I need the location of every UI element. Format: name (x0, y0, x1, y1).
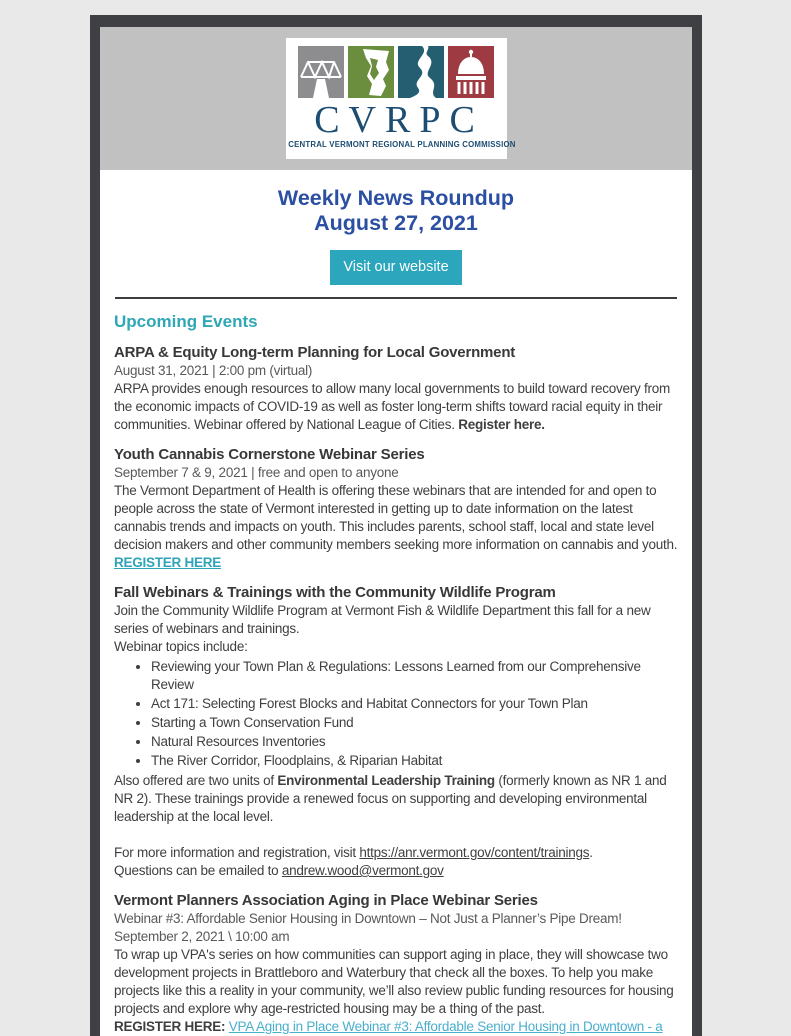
event-youth-cannabis (114, 446, 678, 572)
list-item: • The River Corridor, Floodplains, & Riparian Habitat (151, 752, 656, 770)
event-meta: September 7 & 9, 2021 | free and open to anyone (114, 465, 399, 480)
newsletter-title-line1: Weekly News Roundup (277, 186, 515, 210)
vermont-state-icon (348, 46, 394, 98)
event-description: To wrap up VPA's series on how communities can support aging in place, they will showcase two development projects in Brattleboro and Waterbury that check all the boxes. To help you make projects like this a reality in your community, we’ll also review public funding resources for housing projects and explore why age-restricted housing may be a thing of the past. (114, 947, 674, 1016)
river-icon (398, 46, 444, 98)
event-description-text: ARPA provides enough resources to allow many local governments to build toward recovery from the economic impacts of COVID-19 as well as foster long-term shifts toward racial equity in their communities. Webinar offered by National League of Cities. (114, 381, 671, 432)
newsletter-date: August 27, 2021 (314, 211, 478, 235)
register-here-link[interactable]: Register here. (458, 417, 545, 432)
trainings-url-link[interactable]: https://anr.vermont.gov/content/trainings (359, 845, 590, 860)
register-line (114, 1018, 678, 1036)
email-container (90, 15, 702, 1036)
newsletter-title (114, 186, 678, 236)
event-fall-webinars (114, 584, 678, 880)
logo-tagline: CENTRAL VERMONT REGIONAL PLANNING COMMISSION (287, 140, 516, 149)
logo-acronym: CVRPC (314, 99, 484, 141)
list-item: • Starting a Town Conservation Fund (151, 714, 656, 732)
event-title: Vermont Planners Association Aging in Place Webinar Series (114, 892, 538, 909)
event-intro: Join the Community Wildlife Program at Vermont Fish & Wildlife Department this fall for a new series of webinars and trainings. (114, 603, 651, 636)
more-info-line (114, 844, 678, 862)
email-link[interactable]: andrew.wood@vermont.gov (281, 863, 444, 878)
event-title: Fall Webinars & Trainings with the Community Wildlife Program (114, 584, 556, 601)
event-subtitle: Webinar #3: Affordable Senior Housing in Downtown – Not Just a Planner’s Pipe Dream! (114, 911, 622, 926)
register-here-label: REGISTER HERE: (114, 1019, 229, 1034)
event-outro (114, 772, 678, 826)
vpa-webinar-link[interactable]: VPA Aging in Place Webinar #3: Affordable Senior Housing in Downtown - a (228, 1019, 663, 1034)
capitol-dome-icon (448, 46, 494, 98)
webinar-topics-list (114, 658, 678, 770)
list-item: • Natural Resources Inventories (151, 733, 656, 751)
newsletter-header (100, 27, 692, 170)
cvrpc-logo (286, 38, 516, 159)
webinar-topics-label: Webinar topics include: (114, 639, 248, 654)
event-title: Youth Cannabis Cornerstone Webinar Series (114, 446, 425, 463)
questions-text: Questions can be emailed to (114, 863, 282, 878)
list-item: • Reviewing your Town Plan & Regulations: Lessons Learned from our Comprehensive Review (151, 658, 656, 694)
event-description: The Vermont Department of Health is offering these webinars that are intended for and open to people across the state of Vermont interested in getting up to date information on the latest cannabis trends and impacts on youth. This includes parents, school staff, local and state level decision makers and other community members seeking more information on cannabis and youth. (114, 483, 678, 552)
event-title: ARPA & Equity Long-term Planning for Local Government (114, 344, 516, 361)
environmental-leadership-training-text: Environmental Leadership Training (277, 773, 495, 788)
visit-website-button[interactable]: Visit our website (330, 250, 462, 285)
divider (115, 297, 677, 299)
section-heading-upcoming-events: Upcoming Events (114, 312, 258, 331)
outro-text-cont: (formerly known as NR 1 and NR 2). These trainings provide a renewed focus on supporting and developing environmental leadership at the local level. (114, 773, 667, 824)
event-meta: August 31, 2021 | 2:00 pm (virtual) (114, 363, 313, 378)
newsletter-body (100, 170, 692, 1036)
event-vpa-aging-in-place (114, 892, 678, 1036)
outro-text: Also offered are two units of (114, 773, 278, 788)
more-info-text: For more information and registration, visit (114, 845, 360, 860)
logo-tiles (286, 46, 507, 98)
more-info-period: . (589, 845, 593, 860)
event-arpa-equity (114, 344, 678, 434)
register-here-link[interactable]: REGISTER HERE (114, 555, 222, 570)
event-description (114, 380, 678, 434)
event-meta: September 2, 2021 \ 10:00 am (114, 929, 290, 944)
spacer (114, 826, 678, 844)
list-item: • Act 171: Selecting Forest Blocks and Habitat Connectors for your Town Plan (151, 695, 656, 713)
questions-line (114, 862, 678, 880)
bridge-icon (298, 46, 344, 98)
